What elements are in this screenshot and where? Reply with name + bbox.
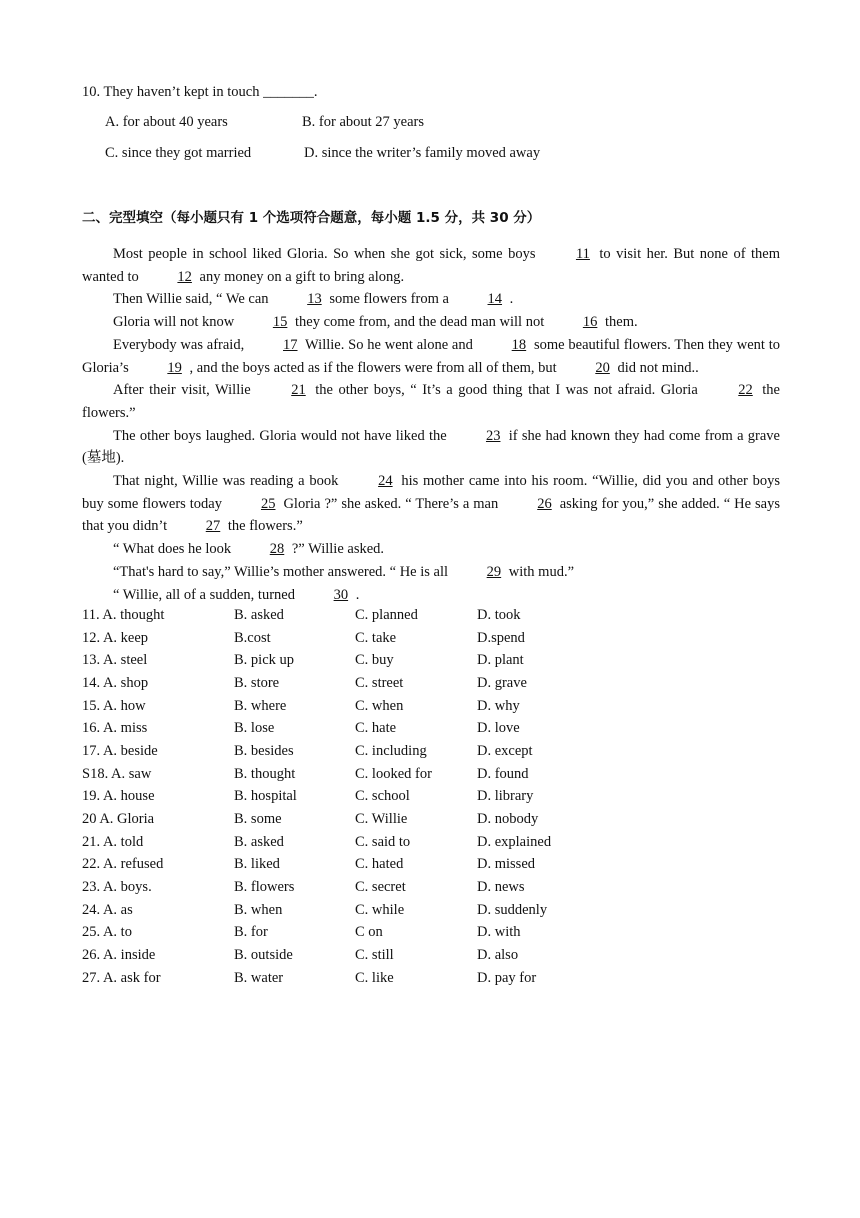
option-cell: 11. A. thought xyxy=(82,607,165,623)
option-cell: B. thought xyxy=(234,765,296,782)
option-cell: D. except xyxy=(477,742,533,759)
option-cell: D. nobody xyxy=(477,810,539,827)
option-row xyxy=(82,853,597,876)
option-cell: 23. A. boys. xyxy=(82,878,152,895)
option-row xyxy=(82,831,597,854)
option-cell: B. lose xyxy=(234,720,275,737)
passage-paragraph: The other boys laughed. Gloria would not have liked the 23 if she had known they had come from a grave (墓地). xyxy=(82,427,780,467)
option-cell: D. explained xyxy=(477,833,552,850)
passage-paragraph: Most people in school liked Gloria. So when she got sick, some boys 11 to visit her. But none of them wanted to 12 any money on a gift to bring along. xyxy=(82,246,780,285)
option-cell: D. took xyxy=(477,607,521,623)
passage-paragraph: “That's hard to say,” Willie’s mother answered. “ He is all 29 with mud.” xyxy=(113,563,575,580)
option-row xyxy=(82,808,597,831)
option-row xyxy=(82,967,597,990)
passage-paragraph: After their visit, Willie 21 the other boys, “ It’s a good thing that I was not afraid. Gloria 22 the flowers.” xyxy=(82,382,780,421)
option-cell: D. missed xyxy=(477,856,535,873)
section-heading: 二、完型填空（每小题只有 1 个选项符合题意，每小题 1.5 分，共 30 分） xyxy=(82,210,541,226)
q10-option-a: A. for about 40 years xyxy=(105,114,228,130)
option-cell: C. like xyxy=(355,969,394,986)
option-cell: D.spend xyxy=(477,629,525,646)
option-cell: C. looked for xyxy=(355,765,432,782)
answer-options-table xyxy=(82,604,597,989)
option-row xyxy=(82,763,597,786)
option-cell: B. where xyxy=(234,697,287,714)
passage-paragraph: “ What does he look 28 ?” Willie asked. xyxy=(113,541,385,558)
option-cell: B. liked xyxy=(234,856,280,873)
option-cell: 16. A. miss xyxy=(82,720,148,737)
option-cell: B. pick up xyxy=(234,652,295,669)
option-row xyxy=(82,649,597,672)
option-row xyxy=(82,717,597,740)
option-cell: C. including xyxy=(355,742,427,759)
option-row xyxy=(82,785,597,808)
option-row xyxy=(82,876,597,899)
option-cell: 14. A. shop xyxy=(82,674,149,691)
option-cell: D. plant xyxy=(477,652,524,669)
option-cell: D. found xyxy=(477,765,529,782)
q10-option-d: D. since the writer’s family moved away xyxy=(304,145,541,161)
option-cell: S18. A. saw xyxy=(82,765,152,782)
option-cell: B. hospital xyxy=(234,788,297,805)
option-cell: 22. A. refused xyxy=(82,856,164,873)
passage-paragraph: “ Willie, all of a sudden, turned 30 . xyxy=(113,586,360,603)
passage-paragraph: Then Willie said, “ We can 13 some flowers from a 14 . xyxy=(113,291,514,308)
option-cell: 12. A. keep xyxy=(82,629,149,646)
q10-option-c: C. since they got married xyxy=(105,145,252,161)
option-cell: C. planned xyxy=(355,607,418,623)
option-cell: 21. A. told xyxy=(82,833,144,850)
option-cell: D. library xyxy=(477,788,534,805)
option-cell: D. suddenly xyxy=(477,901,548,918)
option-cell: 17. A. beside xyxy=(82,742,158,759)
option-cell: B. store xyxy=(234,674,280,691)
option-cell: C. said to xyxy=(355,833,411,850)
option-cell: D. also xyxy=(477,946,519,963)
question-10: 10. They haven’t kept in touch _______. xyxy=(82,84,318,100)
cloze-passage xyxy=(82,243,780,606)
passage-paragraph: Gloria will not know 15 they come from, and the dead man will not 16 them. xyxy=(113,314,638,331)
option-cell: 13. A. steel xyxy=(82,652,148,669)
option-cell: 15. A. how xyxy=(82,697,146,714)
option-cell: D. news xyxy=(477,878,525,895)
option-row xyxy=(82,604,597,627)
option-cell: B. asked xyxy=(234,833,284,850)
option-cell: 24. A. as xyxy=(82,901,133,918)
option-cell: 25. A. to xyxy=(82,924,132,941)
option-cell: D. grave xyxy=(477,674,527,691)
option-cell: C. when xyxy=(355,697,404,714)
option-cell: C. take xyxy=(355,629,397,646)
option-cell: B. outside xyxy=(234,946,293,963)
option-cell: C. Willie xyxy=(355,810,408,827)
option-cell: 19. A. house xyxy=(82,788,155,805)
passage-paragraph: That night, Willie was reading a book 24 his mother came into his room. “Willie, did you and other boys buy some flowers today 25 Gloria ?” she asked. “ There’s a man 26 asking for you,” she added. “ He says that you didn’t 27 the flowers.” xyxy=(82,473,781,535)
q10-option-b: B. for about 27 years xyxy=(302,114,425,130)
option-cell: C. school xyxy=(355,788,410,805)
option-cell: B. some xyxy=(234,810,282,827)
option-cell: 26. A. inside xyxy=(82,946,156,963)
option-cell: C. while xyxy=(355,901,405,918)
option-cell: C. still xyxy=(355,946,394,963)
passage-paragraph: Everybody was afraid, 17 Willie. So he went alone and 18 some beautiful flowers. Then they went to Gloria’s 19 , and the boys acted as if the flowers were from all of them, but 20 did not mind.. xyxy=(82,336,780,376)
option-cell: 20 A. Gloria xyxy=(82,810,155,827)
option-cell: C. street xyxy=(355,674,404,691)
option-cell: D. love xyxy=(477,720,520,737)
option-cell: C. buy xyxy=(355,652,394,669)
option-cell: B. for xyxy=(234,924,268,941)
option-row xyxy=(82,627,597,650)
option-row xyxy=(82,672,597,695)
option-cell: C. secret xyxy=(355,878,406,895)
option-row xyxy=(82,944,597,967)
option-cell: B. besides xyxy=(234,742,294,759)
option-cell: B. water xyxy=(234,969,284,986)
option-cell: C on xyxy=(355,924,383,941)
option-cell: 27. A. ask for xyxy=(82,969,161,986)
option-cell: C. hated xyxy=(355,856,404,873)
option-cell: D. pay for xyxy=(477,969,537,986)
option-cell: B. when xyxy=(234,901,283,918)
option-row xyxy=(82,899,597,922)
option-cell: B. flowers xyxy=(234,878,295,895)
option-cell: C. hate xyxy=(355,720,397,737)
option-row xyxy=(82,695,597,718)
option-cell: D. with xyxy=(477,924,521,941)
option-cell: D. why xyxy=(477,697,520,714)
option-cell: B. asked xyxy=(234,607,284,623)
option-row xyxy=(82,740,597,763)
option-row xyxy=(82,921,597,944)
option-cell: B.cost xyxy=(234,629,271,646)
